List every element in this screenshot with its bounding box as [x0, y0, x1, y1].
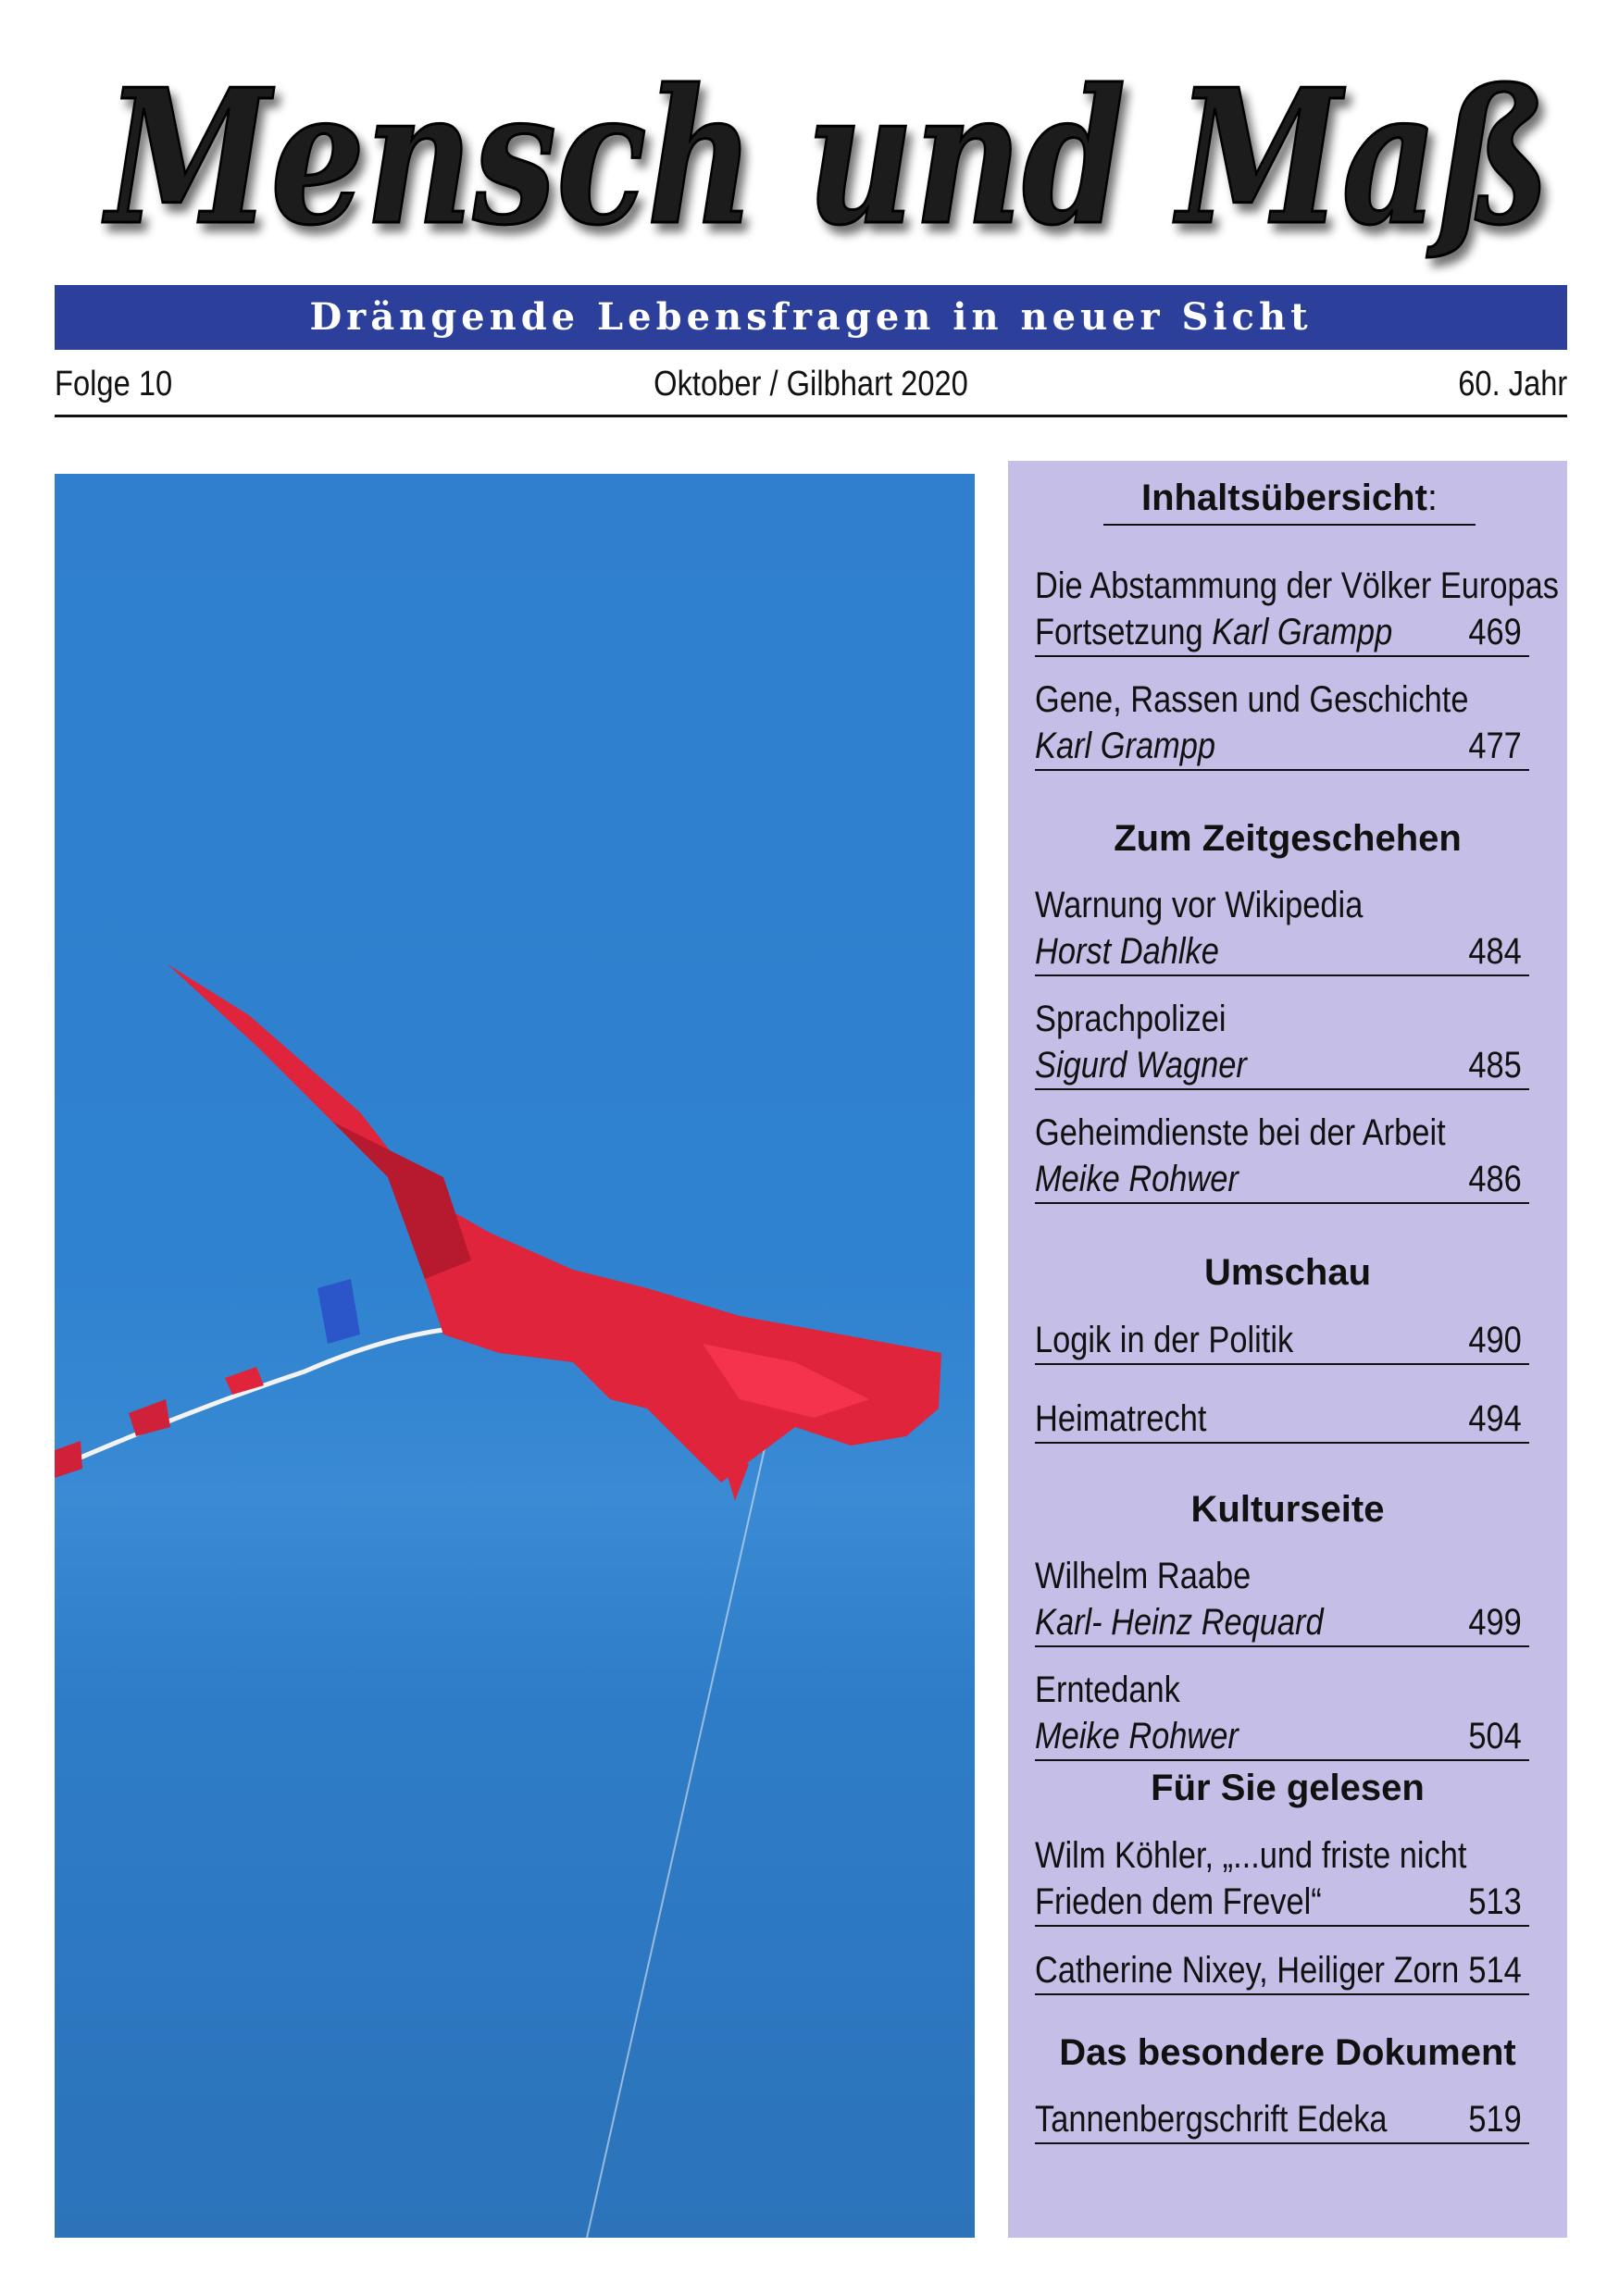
toc-entry[interactable] — [1035, 1396, 1529, 1444]
toc-entry-title: Wilhelm Raabe — [1035, 1556, 1252, 1596]
toc-entry[interactable] — [1035, 1667, 1529, 1761]
toc-entry-page: 499 — [1468, 1602, 1522, 1643]
toc-entry-page: 514 — [1468, 1950, 1522, 1991]
toc-entry-page: 477 — [1468, 726, 1522, 766]
toc-entry[interactable] — [1035, 1553, 1529, 1647]
toc-entry-title: Geheimdienste bei der Arbeit — [1035, 1112, 1446, 1153]
toc-entry-author: Horst Dahlke — [1035, 931, 1219, 972]
issue-year: 60. Jahr — [1457, 365, 1567, 403]
header-rule — [55, 415, 1567, 417]
toc-entry-title: Gene, Rassen und Geschichte — [1035, 679, 1469, 720]
section-heading-gelesen: Für Sie gelesen — [1151, 1768, 1425, 1808]
toc-entry-page: 484 — [1468, 931, 1522, 972]
toc-entry-title: Wilm Köhler, „...und friste nicht — [1035, 1835, 1467, 1876]
masthead-text: Mensch und Maß — [102, 49, 1551, 267]
issue-date: Oktober / Gilbhart 2020 — [654, 365, 968, 403]
section-heading-umschau: Umschau — [1203, 1252, 1372, 1293]
toc-entry-title: Sprachpolizei — [1035, 999, 1227, 1039]
toc-entry[interactable] — [1035, 1947, 1529, 1995]
toc-entry-author: Karl- Heinz Requard — [1035, 1602, 1324, 1643]
toc-entry[interactable] — [1035, 676, 1529, 771]
toc-entry[interactable] — [1035, 2096, 1529, 2144]
masthead-blackletter — [88, 37, 1569, 278]
toc-entry-page: 494 — [1468, 1398, 1522, 1439]
toc-entry-title: Die Abstammung der Völker Europas — [1035, 565, 1559, 606]
toc-entry[interactable] — [1035, 1832, 1529, 1927]
toc-entry-prefix: Fortsetzung — [1035, 612, 1213, 652]
toc-entry-page: 485 — [1468, 1045, 1522, 1086]
toc-entry-title: Warnung vor Wikipedia — [1035, 885, 1364, 925]
toc-entry[interactable] — [1035, 882, 1529, 976]
toc-entry-title: Tannenbergschrift Edeka — [1035, 2099, 1388, 2140]
toc-entry-page: 519 — [1468, 2099, 1522, 2140]
toc-entry-page: 490 — [1468, 1320, 1522, 1360]
table-of-contents — [1008, 461, 1567, 2238]
toc-title — [1103, 472, 1476, 526]
toc-entry-title: Heimatrecht — [1035, 1398, 1207, 1439]
subtitle-band — [55, 285, 1567, 350]
toc-entry-author: Karl Grampp — [1212, 612, 1393, 652]
section-heading-kulturseite: Kulturseite — [1190, 1489, 1385, 1530]
toc-entry-page: 504 — [1468, 1716, 1522, 1756]
toc-entry-subtitle: Frieden dem Frevel“ — [1035, 1881, 1322, 1922]
toc-entry-author: Karl Grampp — [1035, 726, 1216, 766]
toc-entry-title: Erntedank — [1035, 1669, 1180, 1710]
toc-entry-title: Catherine Nixey, Heiliger Zorn — [1035, 1950, 1460, 1991]
toc-entry-page: 469 — [1468, 612, 1522, 652]
toc-entry[interactable] — [1035, 563, 1559, 657]
toc-entry[interactable] — [1035, 1317, 1529, 1365]
toc-entry[interactable] — [1035, 996, 1529, 1090]
toc-entry-page: 513 — [1468, 1881, 1522, 1922]
kite-illustration — [55, 474, 975, 2238]
section-heading-zeitgeschehen: Zum Zeitgeschehen — [1114, 818, 1462, 859]
section-heading-dokument: Das besondere Dokument — [1059, 2032, 1516, 2073]
toc-entry[interactable] — [1035, 1110, 1529, 1204]
toc-entry-author: Meike Rohwer — [1035, 1716, 1239, 1756]
toc-title-text: Inhaltsübersicht — [1140, 478, 1427, 518]
subtitle-text: Drängende Lebensfragen in neuer Sicht — [309, 295, 1313, 339]
toc-title-colon: : — [1426, 478, 1438, 518]
masthead-title — [88, 37, 1569, 278]
issue-info-row — [55, 356, 1567, 412]
toc-entry-page: 486 — [1468, 1159, 1522, 1199]
toc-entry-author: Meike Rohwer — [1035, 1159, 1239, 1199]
toc-entry-author: Sigurd Wagner — [1035, 1045, 1247, 1086]
toc-entry-title: Logik in der Politik — [1035, 1320, 1294, 1360]
issue-number: Folge 10 — [55, 365, 173, 403]
cover-photo — [55, 474, 975, 2238]
